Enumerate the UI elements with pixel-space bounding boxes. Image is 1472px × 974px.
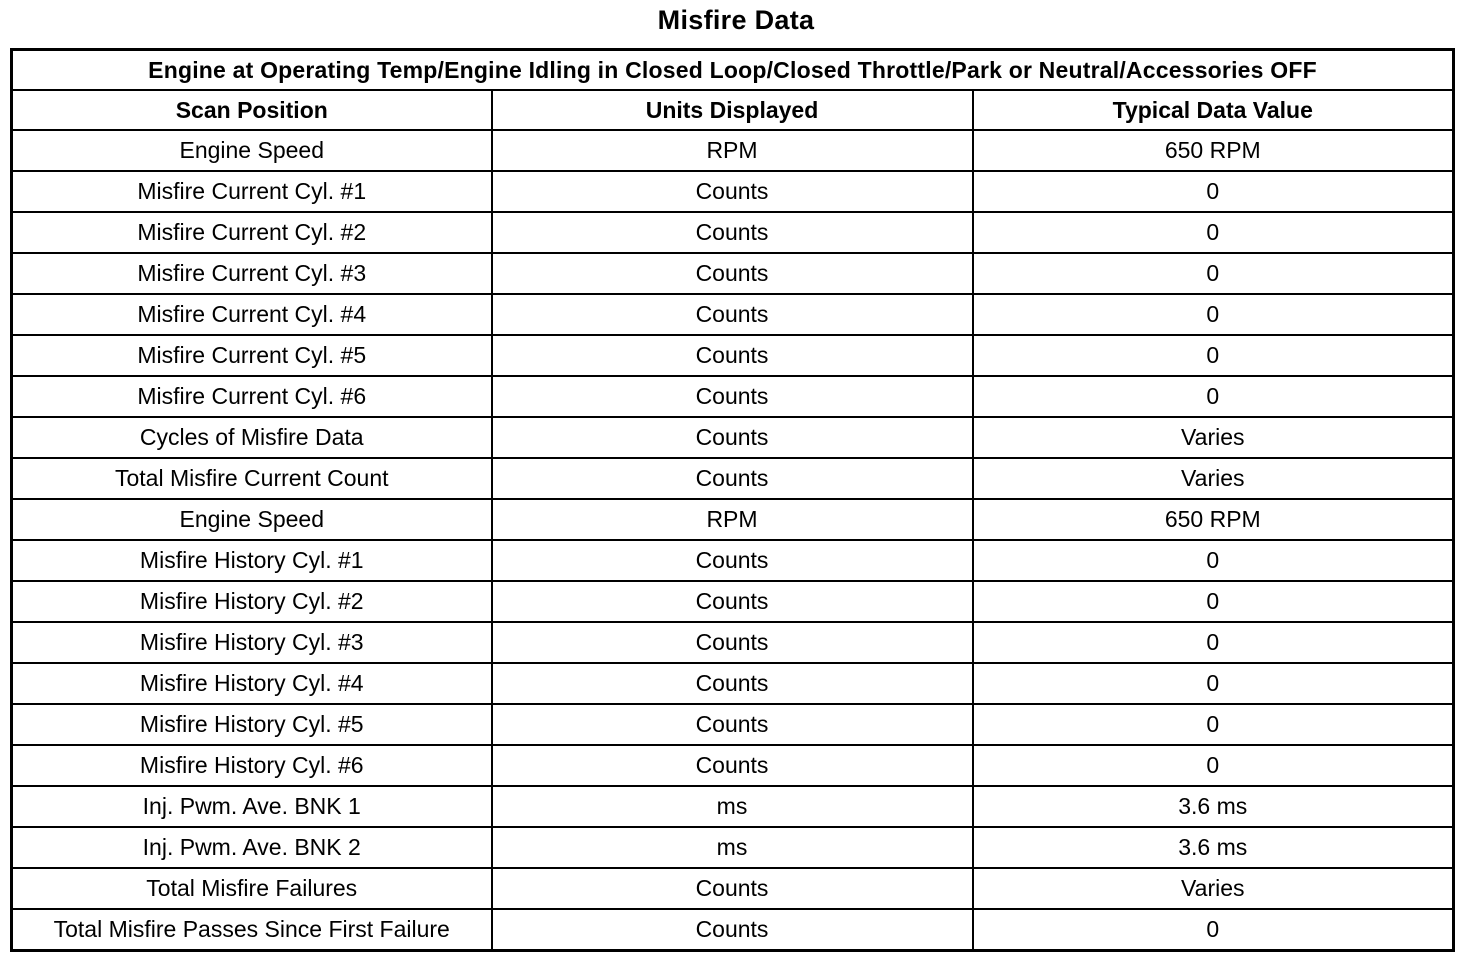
scan-position-cell: Total Misfire Passes Since First Failure [12, 909, 492, 951]
units-cell: Counts [492, 294, 973, 335]
scan-position-cell: Engine Speed [12, 499, 492, 540]
typical-value-cell: 0 [973, 663, 1454, 704]
units-cell: Counts [492, 212, 973, 253]
scan-position-cell: Misfire Current Cyl. #2 [12, 212, 492, 253]
table-row [12, 827, 1454, 868]
table-row [12, 294, 1454, 335]
table-row [12, 335, 1454, 376]
scan-position-cell: Misfire Current Cyl. #5 [12, 335, 492, 376]
typical-value-cell: 0 [973, 253, 1454, 294]
units-cell: Counts [492, 376, 973, 417]
scan-position-cell: Cycles of Misfire Data [12, 417, 492, 458]
condition-row [12, 50, 1454, 91]
table-row [12, 417, 1454, 458]
table-row [12, 663, 1454, 704]
units-cell: Counts [492, 581, 973, 622]
scan-position-cell: Engine Speed [12, 130, 492, 171]
table-row [12, 253, 1454, 294]
units-cell: RPM [492, 499, 973, 540]
typical-value-cell: 0 [973, 171, 1454, 212]
typical-value-cell: 0 [973, 212, 1454, 253]
units-cell: Counts [492, 417, 973, 458]
typical-value-cell: 3.6 ms [973, 786, 1454, 827]
units-cell: Counts [492, 335, 973, 376]
table-row [12, 745, 1454, 786]
scan-position-cell: Misfire Current Cyl. #3 [12, 253, 492, 294]
typical-value-cell: 0 [973, 622, 1454, 663]
typical-value-cell: 0 [973, 376, 1454, 417]
table-row [12, 499, 1454, 540]
typical-value-cell: 0 [973, 335, 1454, 376]
scan-position-cell: Misfire Current Cyl. #4 [12, 294, 492, 335]
typical-value-cell: 650 RPM [973, 130, 1454, 171]
table-row [12, 704, 1454, 745]
units-cell: ms [492, 786, 973, 827]
scan-position-cell: Misfire History Cyl. #4 [12, 663, 492, 704]
table-row [12, 909, 1454, 951]
typical-value-cell: 0 [973, 540, 1454, 581]
units-cell: Counts [492, 540, 973, 581]
table-row [12, 622, 1454, 663]
typical-value-cell: 650 RPM [973, 499, 1454, 540]
scan-position-cell: Inj. Pwm. Ave. BNK 1 [12, 786, 492, 827]
table-row [12, 868, 1454, 909]
scan-position-cell: Misfire Current Cyl. #1 [12, 171, 492, 212]
typical-value-cell: 0 [973, 294, 1454, 335]
units-cell: Counts [492, 622, 973, 663]
scan-position-cell: Misfire History Cyl. #6 [12, 745, 492, 786]
typical-value-cell: 3.6 ms [973, 827, 1454, 868]
table-row [12, 581, 1454, 622]
units-cell: RPM [492, 130, 973, 171]
table-row [12, 130, 1454, 171]
units-cell: Counts [492, 745, 973, 786]
typical-value-cell: 0 [973, 745, 1454, 786]
scan-position-cell: Misfire History Cyl. #2 [12, 581, 492, 622]
misfire-data-table [10, 48, 1455, 952]
units-cell: Counts [492, 253, 973, 294]
units-cell: Counts [492, 868, 973, 909]
scan-position-cell: Misfire Current Cyl. #6 [12, 376, 492, 417]
page-title: Misfire Data [657, 5, 815, 35]
typical-value-cell: Varies [973, 417, 1454, 458]
typical-value-cell: 0 [973, 909, 1454, 951]
typical-value-cell: 0 [973, 581, 1454, 622]
units-cell: Counts [492, 663, 973, 704]
column-header-scan-position: Scan Position [12, 90, 492, 130]
scan-position-cell: Misfire History Cyl. #5 [12, 704, 492, 745]
scan-position-cell: Inj. Pwm. Ave. BNK 2 [12, 827, 492, 868]
column-header-units-displayed: Units Displayed [492, 90, 973, 130]
table-row [12, 786, 1454, 827]
table-row [12, 458, 1454, 499]
typical-value-cell: 0 [973, 704, 1454, 745]
typical-value-cell: Varies [973, 868, 1454, 909]
table-row [12, 171, 1454, 212]
column-header-typical-data-value: Typical Data Value [973, 90, 1454, 130]
units-cell: Counts [492, 704, 973, 745]
table-row [12, 212, 1454, 253]
scan-position-cell: Total Misfire Current Count [12, 458, 492, 499]
scan-position-cell: Total Misfire Failures [12, 868, 492, 909]
units-cell: Counts [492, 909, 973, 951]
scan-position-cell: Misfire History Cyl. #3 [12, 622, 492, 663]
units-cell: ms [492, 827, 973, 868]
units-cell: Counts [492, 458, 973, 499]
typical-value-cell: Varies [973, 458, 1454, 499]
table-row [12, 376, 1454, 417]
header-row [12, 90, 1454, 130]
units-cell: Counts [492, 171, 973, 212]
table-row [12, 540, 1454, 581]
condition-cell: Engine at Operating Temp/Engine Idling in Closed Loop/Closed Throttle/Park or Neutral/Accessories OFF [12, 50, 1454, 91]
scan-position-cell: Misfire History Cyl. #1 [12, 540, 492, 581]
